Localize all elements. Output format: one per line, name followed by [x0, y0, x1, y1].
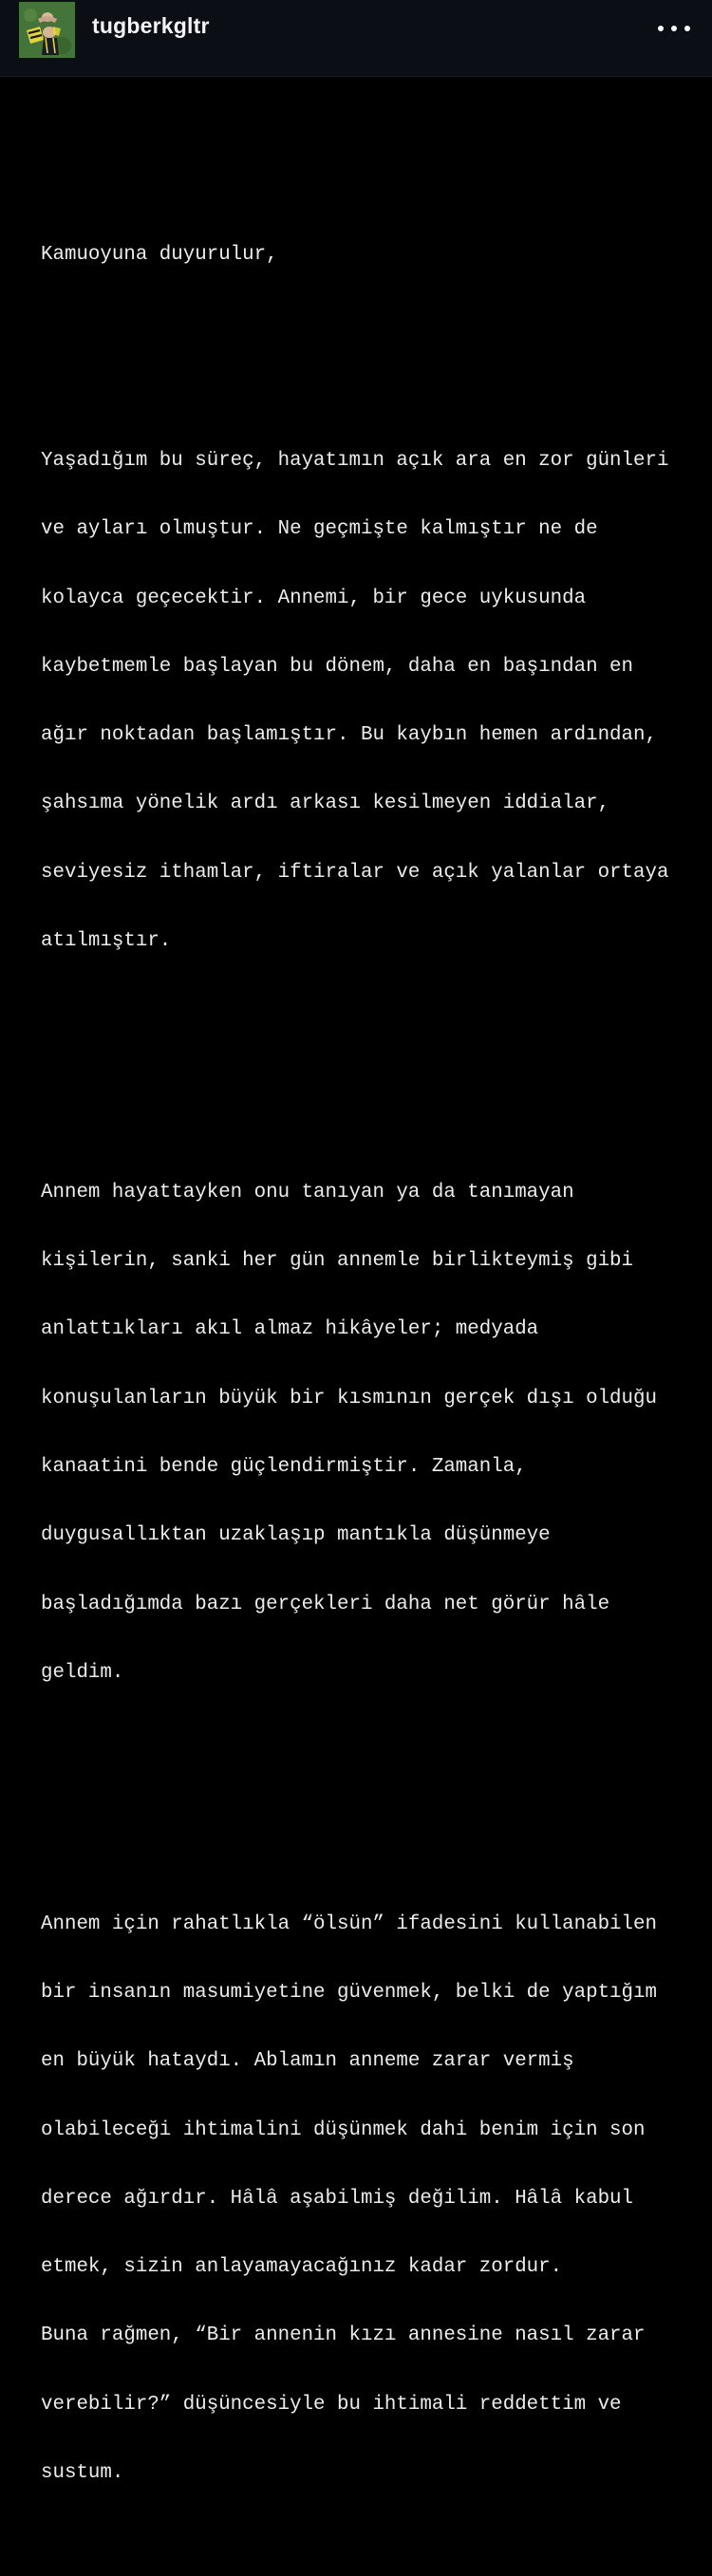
paragraph-gap: [41, 312, 696, 335]
text-line: etmek, sizin anlayamayacağınız kadar zordur.: [41, 2256, 563, 2279]
text-line: en büyük hataydı. Ablamın anneme zarar vermiş: [41, 2050, 574, 2073]
more-dot-icon: [658, 26, 664, 31]
text-line: anlattıkları akıl almaz hikâyeler; medyada: [41, 1318, 539, 1341]
text-line: derece ağırdır. Hâlâ aşabilmiş değilim. Hâlâ kabul: [41, 2187, 634, 2210]
text-line: bir insanın masumiyetine güvenmek, belki de yaptığım: [41, 1982, 657, 2005]
text-line: ağır noktadan başlamıştır. Bu kaybın hemen ardından,: [41, 724, 657, 747]
text-line: konuşulanların büyük bir kısmının gerçek dışı olduğu: [41, 1387, 657, 1409]
text-line: verebilir?” düşüncesiyle bu ihtimali reddettim ve: [41, 2393, 622, 2416]
text-line: Yaşadığım bu süreç, hayatımın açık ara en zor günleri: [41, 449, 669, 472]
text-line: ve ayları olmuştur. Ne geçmişte kalmıştır ne de: [41, 518, 598, 541]
text-line: kanaatini bende güçlendirmiştir. Zamanla,: [41, 1455, 527, 1478]
post-header: [0, 0, 712, 77]
text-line: olabileceği ihtimalini düşünmek dahi benim için son: [41, 2119, 646, 2141]
paragraph-gap: [41, 1776, 696, 1799]
text-line: atılmıştır.: [41, 929, 172, 952]
text-line: geldim.: [41, 1661, 124, 1684]
paragraph-3: [41, 1868, 696, 2531]
text-line: kişilerin, sanki her gün annemle birlikteymiş gibi: [41, 1250, 634, 1273]
text-line: Annem hayattayken onu tanıyan ya da tanımayan: [41, 1181, 574, 1204]
paragraph-2: [41, 1136, 696, 1730]
public-statement: [41, 198, 696, 2576]
more-dot-icon: [684, 26, 690, 31]
text-line: sustum.: [41, 2462, 124, 2484]
text-line: kaybetmemle başlayan bu dönem, daha en başından en: [41, 655, 634, 678]
paragraph-gap: [41, 1044, 696, 1067]
profile-photo-icon: [19, 2, 75, 58]
text-line: seviyesiz ithamlar, iftiralar ve açık yalanlar ortaya: [41, 861, 669, 884]
text-line: duygusallıktan uzaklaşıp mantıkla düşünmeye: [41, 1524, 551, 1547]
story-content: [0, 77, 712, 2484]
more-options-button[interactable]: [653, 17, 695, 40]
avatar[interactable]: [19, 2, 75, 58]
paragraph-1: [41, 404, 696, 999]
text-line: başladığımda bazı gerçekleri daha net görür hâle: [41, 1593, 610, 1615]
more-dot-icon: [671, 26, 677, 31]
username[interactable]: tugberkgltr: [92, 13, 210, 38]
text-line: Annem için rahatlıkla “ölsün” ifadesini kullanabilen: [41, 1913, 657, 1935]
text-line: şahsıma yönelik ardı arkası kesilmeyen iddialar,: [41, 793, 610, 815]
text-line: Buna rağmen, “Bir annenin kızı annesine nasıl zarar: [41, 2324, 646, 2347]
text-line: kolayca geçecektir. Annemi, bir gece uykusunda: [41, 587, 587, 609]
greeting: Kamuoyuna duyurulur,: [41, 244, 278, 267]
